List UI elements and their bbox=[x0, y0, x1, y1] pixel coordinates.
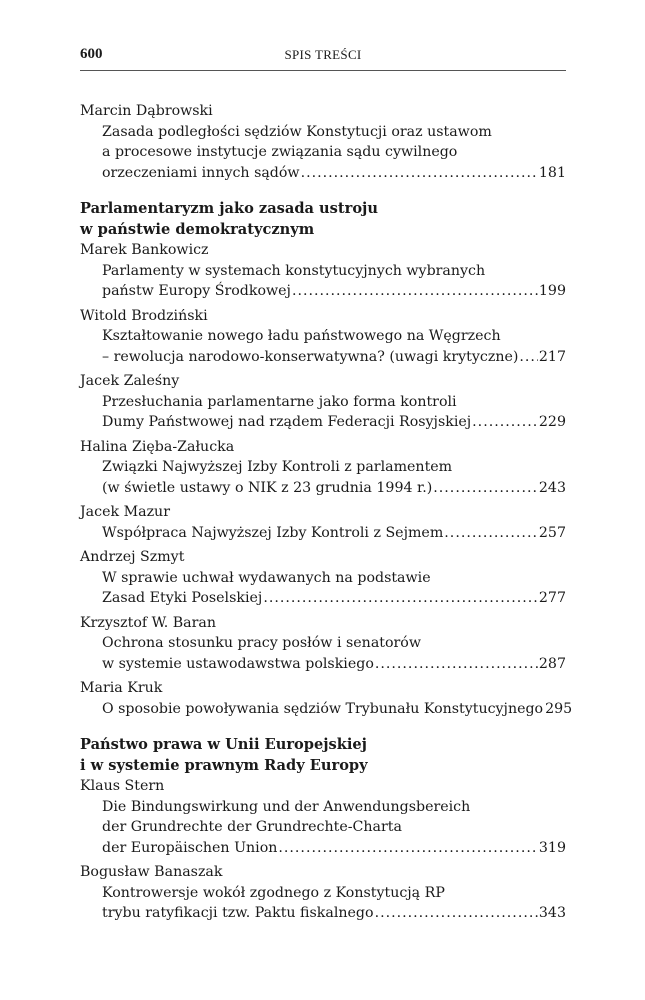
entry-last-line bbox=[80, 654, 566, 675]
entry-last-line bbox=[80, 412, 566, 433]
toc-entry bbox=[80, 613, 566, 675]
entry-title-line: (w świetle ustawy o NIK z 23 grudnia 1994 r.) bbox=[102, 479, 433, 496]
toc-entry bbox=[80, 547, 566, 609]
entry-author: Marcin Dąbrowski bbox=[80, 103, 213, 119]
entry-page-number: 229 bbox=[538, 414, 566, 430]
dot-leader bbox=[263, 588, 538, 609]
entry-title-line: Parlamenty w systemach konstytucyjnych wybranych bbox=[102, 262, 486, 279]
entry-title-line: Kontrowersje wokół zgodnego z Konstytucją RP bbox=[102, 884, 445, 901]
entry-page-number: 217 bbox=[538, 348, 566, 365]
section-heading bbox=[80, 735, 566, 776]
section-heading-line: Państwo prawa w Unii Europejskiej bbox=[80, 736, 367, 753]
dot-leader bbox=[519, 347, 538, 368]
entry-title-line: der Europäischen Union bbox=[102, 839, 278, 856]
entry-last-line bbox=[80, 903, 566, 924]
entry-last-line bbox=[80, 163, 566, 184]
toc-entry bbox=[80, 776, 566, 858]
entry-title-line: O sposobie powoływania sędziów Trybunału Konstytucyjnego bbox=[102, 700, 544, 717]
entry-last-line bbox=[80, 281, 566, 302]
toc-section bbox=[80, 723, 566, 924]
entry-last-line bbox=[80, 588, 566, 609]
entry-page-number: 295 bbox=[545, 700, 573, 717]
dot-leader bbox=[444, 523, 538, 544]
toc-entry bbox=[80, 306, 566, 368]
toc-entry bbox=[80, 371, 566, 433]
entry-author: Bogusław Banaszak bbox=[80, 864, 223, 880]
entry-title-line: orzeczeniami innych sądów bbox=[102, 164, 300, 181]
entry-title-line: trybu ratyfikacji tzw. Paktu fiskalnego bbox=[102, 905, 374, 921]
dot-leader bbox=[301, 163, 538, 184]
section-heading-line: Parlamentaryzm jako zasada ustroju bbox=[80, 200, 378, 217]
entry-author: Halina Zięba-Załucka bbox=[80, 438, 235, 455]
dot-leader bbox=[433, 478, 538, 499]
toc-entry bbox=[80, 502, 566, 543]
toc-section bbox=[80, 101, 566, 183]
section-heading-line: i w systemie prawnym Rady Europy bbox=[80, 756, 368, 774]
entry-author: Jacek Mazur bbox=[80, 504, 170, 520]
entry-title-line: Kształtowanie nowego ładu państwowego na Węgrzech bbox=[102, 328, 501, 344]
section-heading-line: w państwie demokratycznym bbox=[80, 220, 315, 238]
entry-page-number: 257 bbox=[538, 524, 566, 541]
entry-author: Witold Brodziński bbox=[80, 307, 208, 324]
running-header bbox=[80, 44, 566, 71]
entry-page-number: 181 bbox=[538, 164, 566, 181]
toc-section bbox=[80, 187, 573, 719]
entry-page-number: 243 bbox=[538, 479, 566, 496]
toc-entry bbox=[80, 862, 566, 924]
entry-title-line: Zasada podległości sędziów Konstytucji oraz ustawom bbox=[102, 123, 492, 140]
entry-last-line bbox=[80, 699, 573, 720]
entry-author: Marek Bankowicz bbox=[80, 242, 209, 258]
toc-entry bbox=[80, 240, 566, 302]
running-title: SPIS TREŚCI bbox=[284, 47, 362, 62]
entry-page-number: 199 bbox=[538, 283, 566, 299]
page-number: 600 bbox=[80, 46, 103, 62]
entry-author: Klaus Stern bbox=[80, 778, 165, 794]
entry-author: Andrzej Szmyt bbox=[80, 549, 185, 565]
entry-page-number: 319 bbox=[538, 839, 566, 856]
entry-title-line: – rewolucja narodowo-konserwatywna? (uwagi krytyczne) bbox=[102, 348, 519, 365]
entry-last-line bbox=[80, 478, 566, 499]
entry-last-line bbox=[80, 523, 566, 544]
entry-page-number: 287 bbox=[538, 655, 566, 672]
toc-entry bbox=[80, 437, 566, 499]
entry-author: Krzysztof W. Baran bbox=[80, 614, 217, 631]
section-heading bbox=[80, 199, 566, 240]
entry-title-line: W sprawie uchwał wydawanych na podstawie bbox=[102, 569, 431, 586]
entry-page-number: 277 bbox=[538, 590, 566, 606]
dot-leader bbox=[375, 654, 538, 675]
entry-title-line: w systemie ustawodawstwa polskiego bbox=[102, 655, 374, 672]
toc-entry bbox=[80, 101, 566, 183]
entry-title-line: Ochrona stosunku pracy posłów i senatorów bbox=[102, 635, 421, 651]
entry-page-number: 343 bbox=[538, 905, 566, 921]
entry-title-line: Die Bindungswirkung und der Anwendungsbereich bbox=[102, 798, 471, 815]
entry-title-line: Dumy Państwowej nad rządem Federacji Rosyjskiej bbox=[102, 414, 472, 430]
entry-title-line: der Grundrechte der Grundrechte-Charta bbox=[102, 819, 402, 835]
entry-title-line: Zasad Etyki Poselskiej bbox=[102, 590, 263, 606]
dot-leader bbox=[278, 838, 538, 859]
entry-title-line: Przesłuchania parlamentarne jako forma kontroli bbox=[102, 393, 457, 410]
entry-title-line: Współpraca Najwyższej Izby Kontroli z Sejmem bbox=[102, 524, 444, 541]
dot-leader bbox=[375, 903, 538, 924]
entry-title-line: Związki Najwyższej Izby Kontroli z parlamentem bbox=[102, 459, 453, 475]
entry-title-line: a procesowe instytucje związania sądu cywilnego bbox=[102, 144, 458, 160]
dot-leader bbox=[292, 281, 538, 302]
table-of-contents bbox=[80, 101, 573, 928]
entry-last-line bbox=[80, 347, 566, 368]
dot-leader bbox=[472, 412, 538, 433]
toc-entry bbox=[80, 678, 573, 719]
entry-author: Jacek Zaleśny bbox=[80, 373, 180, 389]
entry-last-line bbox=[80, 838, 566, 859]
entry-title-line: państw Europy Środkowej bbox=[102, 283, 291, 299]
entry-author: Maria Kruk bbox=[80, 680, 163, 696]
